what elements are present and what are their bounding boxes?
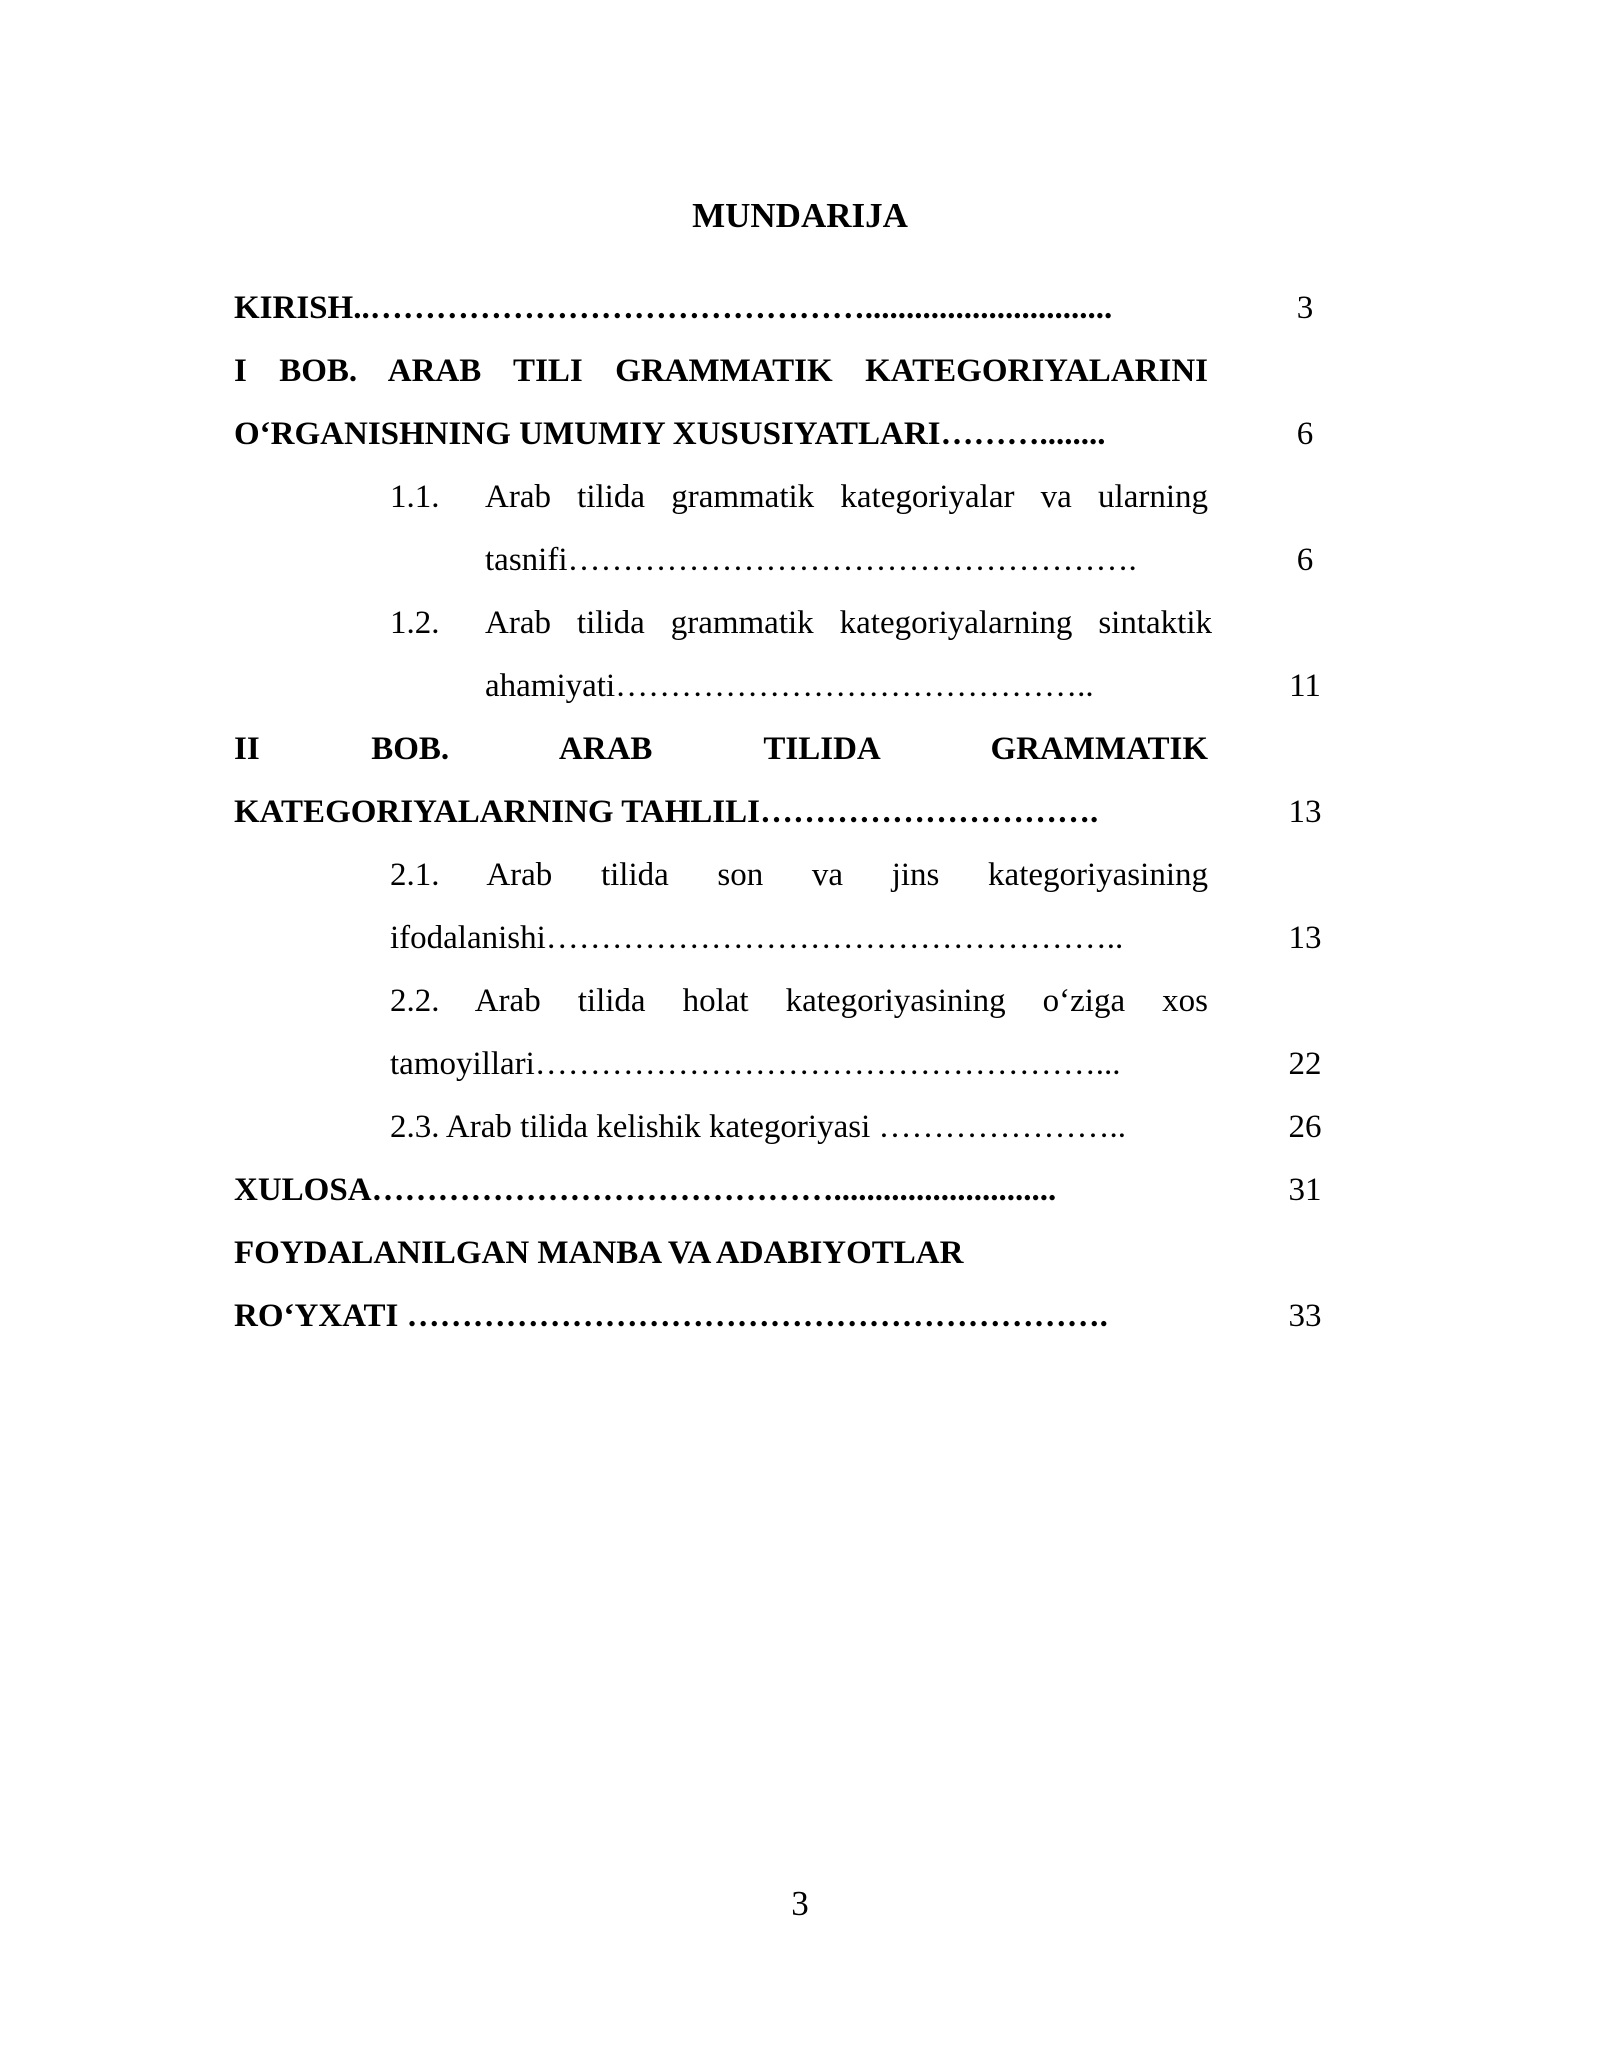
toc-page-2-1: 13	[1288, 920, 1322, 956]
toc-entry-1-2-line-2: ahamiyati……………………………………..	[485, 668, 1094, 704]
toc-entry-chapter-1-line-2: O‘RGANISHNING UMUMIY XUSUSIYATLARI………........	[234, 416, 1106, 452]
toc-entry-kirish: KIRISH..………………………………………..............................	[234, 290, 1113, 326]
toc-entry-1-1-line-2: tasnifi…………………………………………….	[485, 542, 1137, 578]
toc-page-chapter-1: 6	[1296, 416, 1314, 452]
toc-page-kirish: 3	[1296, 290, 1314, 326]
toc-entry-chapter-1-line-1: I BOB. ARAB TILI GRAMMATIK KATEGORIYALARINI	[234, 353, 1208, 389]
toc-entry-2-1-line-1: 2.1. Arab tilida son va jins kategoriyasining	[390, 857, 1208, 893]
toc-page-1-2: 11	[1289, 668, 1321, 704]
toc-entry-references-line-2: RO‘YXATI ……………………………………………………….	[234, 1298, 1108, 1334]
toc-entry-xulosa: XULOSA……………………………………...........................	[234, 1172, 1057, 1208]
toc-page-2-3: 26	[1288, 1109, 1322, 1145]
toc-entry-chapter-2-line-2: KATEGORIYALARNING TAHLILI………………………….	[234, 794, 1099, 830]
toc-page-1-1: 6	[1296, 542, 1314, 578]
toc-entry-references-line-1: FOYDALANILGAN MANBA VA ADABIYOTLAR	[234, 1235, 964, 1271]
toc-number-1-2: 1.2.	[390, 605, 440, 641]
toc-page-xulosa: 31	[1288, 1172, 1322, 1208]
toc-number-1-1: 1.1.	[390, 479, 440, 515]
toc-page-2-2: 22	[1288, 1046, 1322, 1082]
toc-entry-chapter-2-line-1: II BOB. ARAB TILIDA GRAMMATIK	[234, 731, 1208, 767]
toc-entry-2-1-line-2: ifodalanishi……………………………………………..	[390, 920, 1124, 956]
toc-entry-2-3: 2.3. Arab tilida kelishik kategoriyasi …………………..	[390, 1109, 1126, 1145]
toc-entry-2-2-line-1: 2.2. Arab tilida holat kategoriyasining o‘ziga xos	[390, 983, 1208, 1019]
toc-entry-1-2-line-1: Arab tilida grammatik kategoriyalarning sintaktik	[485, 605, 1212, 641]
page-number: 3	[791, 1884, 809, 1923]
toc-entry-1-1-line-1: Arab tilida grammatik kategoriyalar va ularning	[485, 479, 1208, 515]
toc-entry-2-2-line-2: tamoyillari……………………………………………...	[390, 1046, 1121, 1082]
toc-page-references: 33	[1288, 1298, 1322, 1334]
page-title: MUNDARIJA	[692, 196, 908, 235]
toc-page-chapter-2: 13	[1288, 794, 1322, 830]
